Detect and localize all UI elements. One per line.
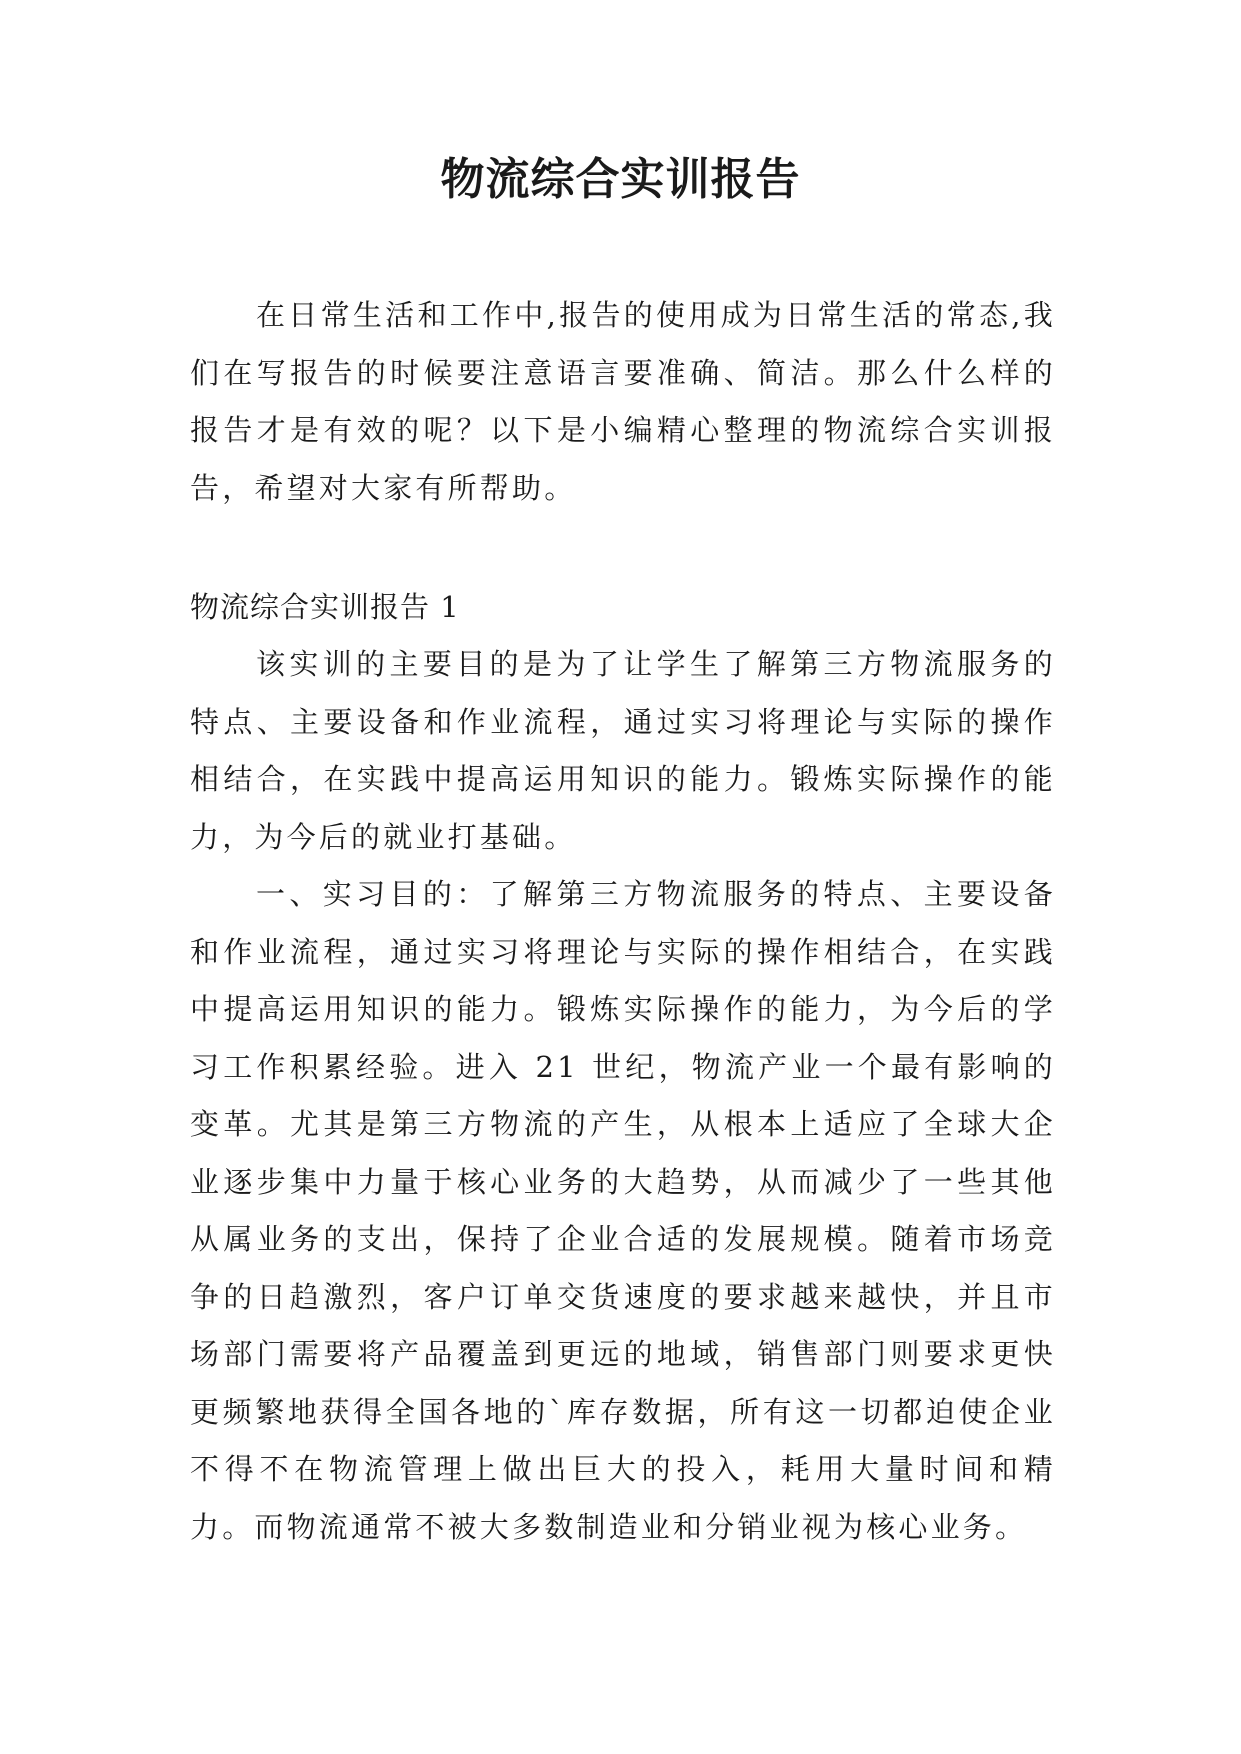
document-title: 物流综合实训报告: [440, 154, 801, 205]
section-heading: 物流综合实训报告 1: [190, 590, 460, 624]
body-paragraph: 一、实习目的：了解第三方物流服务的特点、主要设备和作业流程，通过实习将理论与实际的操作相结合，在实践中提高运用知识的能力。锻炼实际操作的能力，为今后的学习工作积累经验。进入 21 世纪，物流产业一个最有影响的变革。尤其是第三方物流的产生，从根本上适应了全球大企业逐步集中力量于核心业务的大趋势，从而减少了一些其他从属业务的支出，保持了企业合适的发展规模。随着市场竞争的日趋激烈，客户订单交货速度的要求越来越快，并且市场部门需要将产品覆盖到更远的地域，销售部门则要求更快更频繁地获得全国各地的`库存数据，所有这一切都迫使企业不得不在物流管理上做出巨大的投入，耗用大量时间和精力。而物流通常不被大多数制造业和分销业视为核心业务。: [190, 877, 1056, 1544]
intro-paragraph: 在日常生活和工作中,报告的使用成为日常生活的常态,我们在写报告的时候要注意语言要准确、简洁。那么什么样的报告才是有效的呢？以下是小编精心整理的物流综合实训报告，希望对大家有所帮助。: [190, 298, 1056, 505]
body-paragraph: 该实训的主要目的是为了让学生了解第三方物流服务的特点、主要设备和作业流程，通过实习将理论与实际的操作相结合，在实践中提高运用知识的能力。锻炼实际操作的能力，为今后的就业打基础。: [190, 647, 1056, 854]
